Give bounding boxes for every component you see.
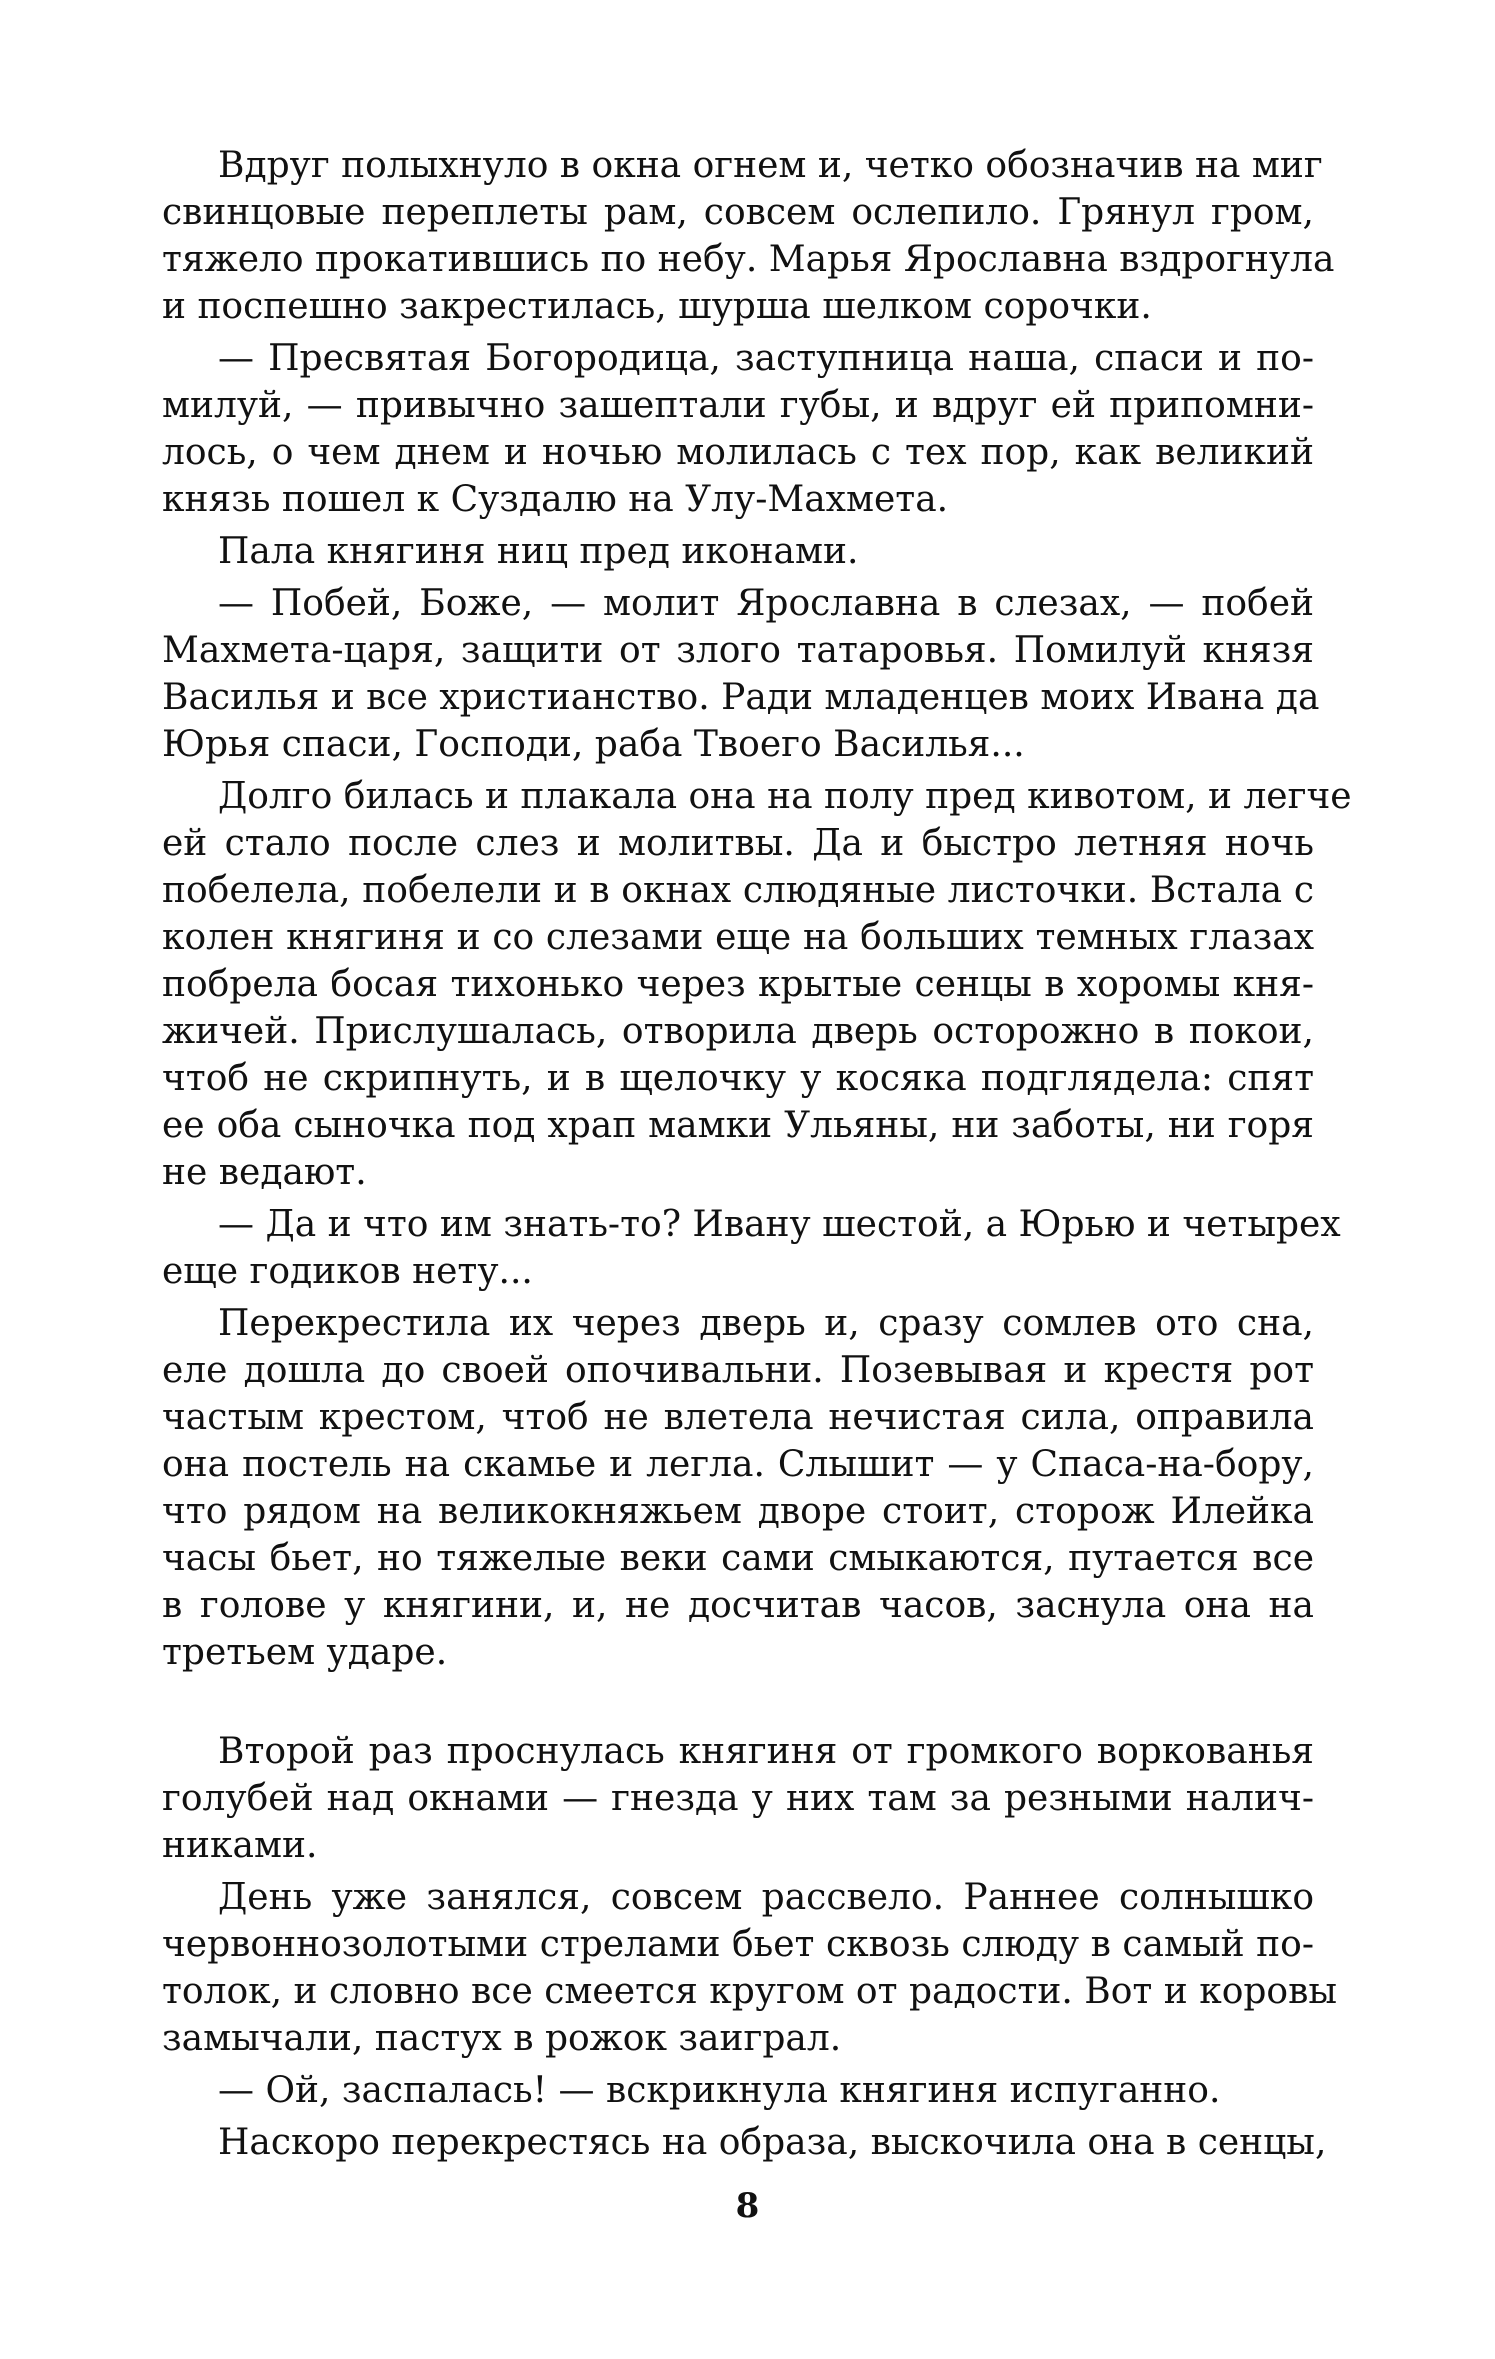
- text-line: — Ой, заспалась! — вскрикнула княгиня испуганно.: [218, 2070, 1221, 2111]
- text-line: ее оба сыночка под храп мамки Ульяны, ни заботы, ни горя: [162, 1105, 1314, 1146]
- text-line: в голове у княгини, и, не досчитав часов, заснула она на: [162, 1585, 1314, 1626]
- text-line: и поспешно закрестилась, шурша шелком сорочки.: [162, 286, 1152, 327]
- text-line: толок, и словно все смеется кругом от радости. Вот и коровы: [162, 1971, 1338, 2012]
- text-line: Второй раз проснулась княгиня от громкого воркованья: [218, 1731, 1314, 1772]
- text-line: она постель на скамье и легла. Слышит — у Спаса-на-бору,: [162, 1444, 1314, 1485]
- text-line: чтоб не скрипнуть, и в щелочку у косяка подглядела: спят: [162, 1058, 1314, 1099]
- text-line: милуй, — привычно зашептали губы, и вдруг ей припомни-: [162, 385, 1314, 426]
- text-line: что рядом на великокняжьем дворе стоит, сторож Илейка: [162, 1491, 1314, 1532]
- text-line: Пала княгиня ниц пред иконами.: [218, 531, 859, 572]
- text-line: часы бьет, но тяжелые веки сами смыкаются, путается все: [162, 1538, 1314, 1579]
- text-line: еще годиков нету...: [162, 1251, 533, 1292]
- text-line: князь пошел к Суздалю на Улу-Махмета.: [162, 479, 949, 520]
- text-line: Долго билась и плакала она на полу пред кивотом, и легче: [218, 776, 1352, 817]
- text-line: тяжело прокатившись по небу. Марья Ярославна вздрогнула: [162, 239, 1335, 280]
- text-line: третьем ударе.: [162, 1632, 448, 1673]
- text-line: еле дошла до своей опочивальни. Позевывая и крестя рот: [162, 1350, 1314, 1391]
- text-line: свинцовые переплеты рам, совсем ослепило. Грянул гром,: [162, 192, 1314, 233]
- text-line: не ведают.: [162, 1152, 367, 1193]
- text-line: Махмета-царя, защити от злого татаровья. Помилуй князя: [162, 630, 1314, 671]
- text-line: жичей. Прислушалась, отворила дверь осторожно в покои,: [162, 1011, 1314, 1052]
- text-line: Вдруг полыхнуло в окна огнем и, четко обозначив на миг: [218, 145, 1323, 186]
- text-line: никами.: [162, 1825, 318, 1866]
- text-line: День уже занялся, совсем рассвело. Раннее солнышко: [218, 1877, 1314, 1918]
- text-line: замычали, пастух в рожок заиграл.: [162, 2018, 842, 2059]
- text-line: голубей над окнами — гнезда у них там за резными налич-: [162, 1778, 1314, 1819]
- page-number: 8: [735, 2186, 760, 2226]
- text-line: — Побей, Боже, — молит Ярославна в слезах, — побей: [218, 583, 1314, 624]
- text-line: — Да и что им знать-то? Ивану шестой, а Юрью и четырех: [218, 1204, 1341, 1245]
- text-line: Наскоро перекрестясь на образа, выскочила она в сенцы,: [218, 2122, 1327, 2163]
- text-line: побелела, побелели и в окнах слюдяные листочки. Встала с: [162, 870, 1314, 911]
- text-line: Перекрестила их через дверь и, сразу сомлев ото сна,: [218, 1303, 1314, 1344]
- text-line: — Пресвятая Богородица, заступница наша, спаси и по-: [218, 338, 1314, 379]
- text-line: лось, о чем днем и ночью молилась с тех пор, как великий: [162, 432, 1314, 473]
- text-line: Юрья спаси, Господи, раба Твоего Василья...: [162, 724, 1025, 765]
- text-line: Василья и все христианство. Ради младенцев моих Ивана да: [162, 677, 1320, 718]
- text-line: ей стало после слез и молитвы. Да и быстро летняя ночь: [162, 823, 1314, 864]
- text-line: побрела босая тихонько через крытые сенцы в хоромы кня-: [162, 964, 1314, 1005]
- text-line: колен княгиня и со слезами еще на больших темных глазах: [162, 917, 1314, 958]
- text-line: частым крестом, чтоб не влетела нечистая сила, оправила: [162, 1397, 1314, 1438]
- text-line: червоннозолотыми стрелами бьет сквозь слюду в самый по-: [162, 1924, 1314, 1965]
